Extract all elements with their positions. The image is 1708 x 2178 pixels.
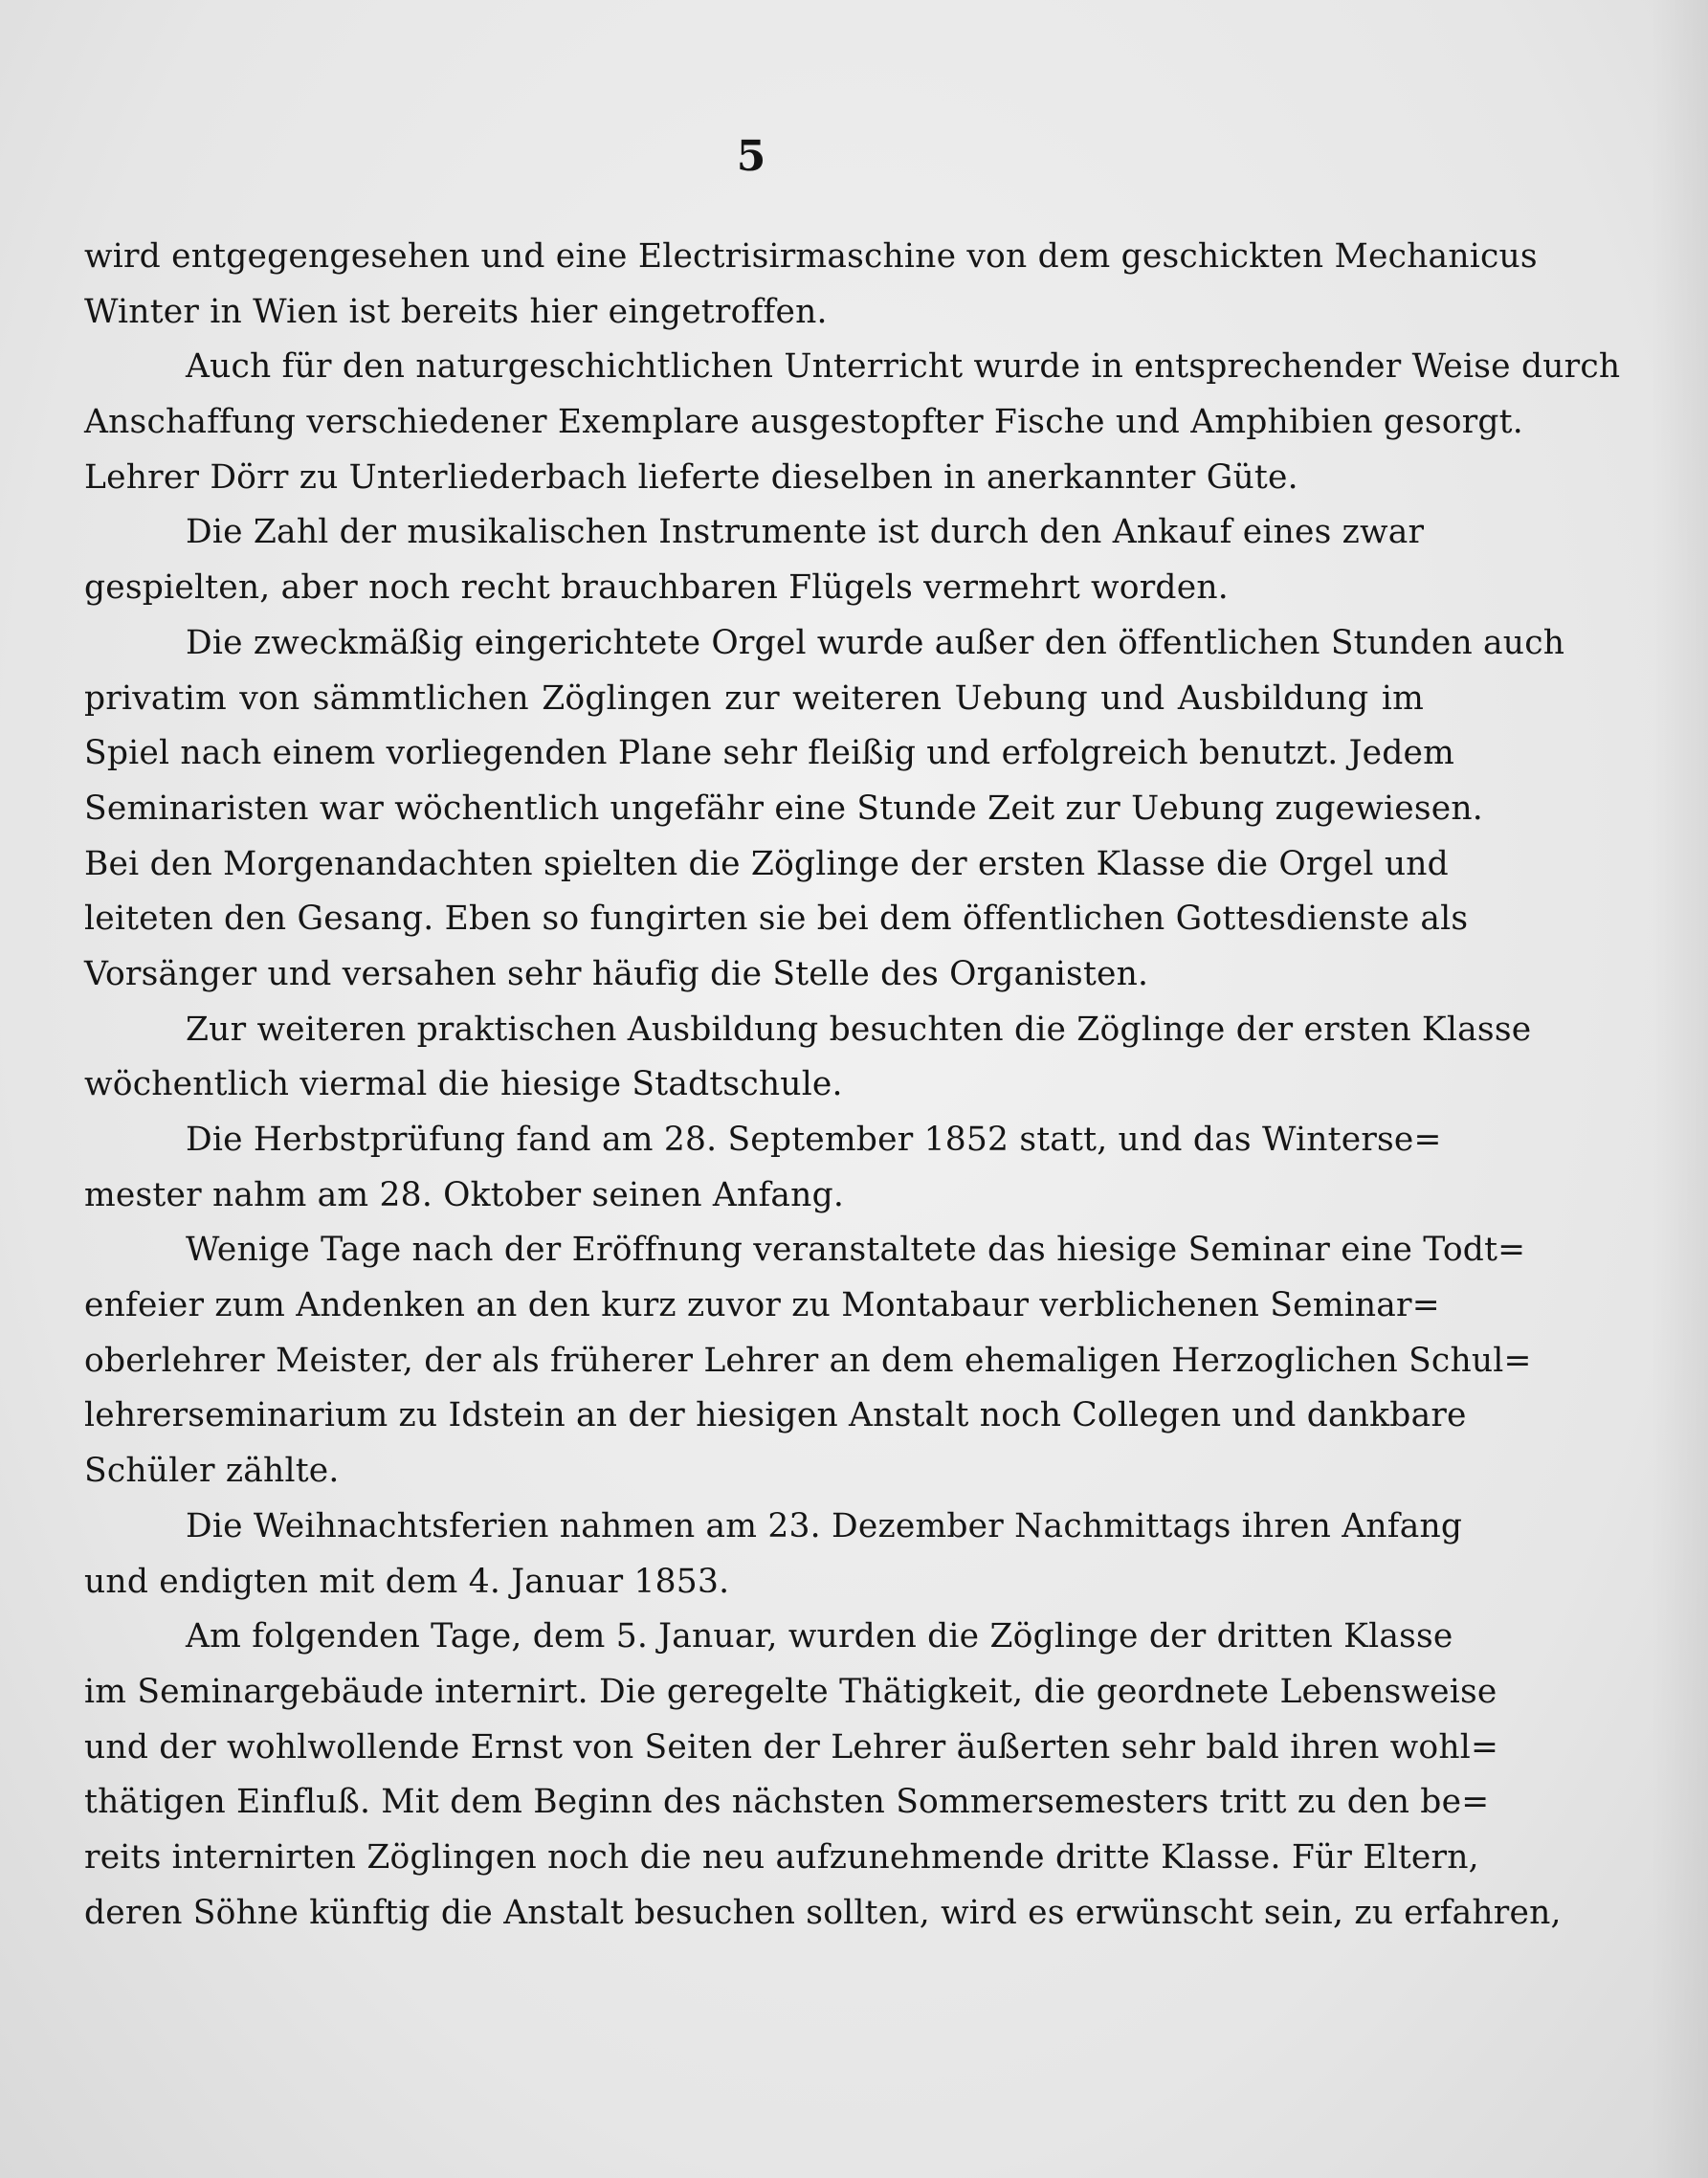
page-edge-shadow [1651,0,1708,2178]
text-line: Die Zahl der musikalischen Instrumente ist durch den Ankauf eines zwar [186,513,1425,552]
text-line: leiteten den Gesang. Eben so fungirten sie bei dem öffentlichen Gottesdienste als [84,900,1469,939]
text-line: thätigen Einfluß. Mit dem Beginn des nächsten Sommersemesters tritt zu den be= [84,1783,1490,1822]
body-text [84,230,1621,1941]
text-line: oberlehrer Meister, der als früherer Lehrer an dem ehemaligen Herzoglichen Schul= [84,1341,1532,1380]
text-line: Am folgenden Tage, dem 5. Januar, wurden die Zöglinge der dritten Klasse [186,1617,1453,1656]
text-line: Die Weihnachtsferien nahmen am 23. Dezember Nachmittags ihren Anfang [186,1506,1463,1545]
text-line: gespielten, aber noch recht brauchbaren Flügels vermehrt worden. [84,568,1229,608]
text-line: und endigten mit dem 4. Januar 1853. [84,1562,730,1601]
text-line: Auch für den naturgeschichtlichen Unterricht wurde in entsprechender Weise durch [186,347,1621,387]
text-line: Wenige Tage nach der Eröffnung veranstaltete das hiesige Seminar eine Todt= [186,1231,1526,1270]
text-line: Die Herbstprüfung fand am 28. September 1852 statt, und das Winterse= [186,1121,1442,1159]
text-line: wöchentlich viermal die hiesige Stadtschule. [84,1065,843,1104]
text-line: Schüler zählte. [84,1452,340,1491]
text-line: enfeier zum Andenken an den kurz zuvor zu Montabaur verblichenen Seminar= [84,1286,1440,1325]
text-line: wird entgegengesehen und eine Electrisirmaschine von dem geschickten Mechanicus [84,237,1538,276]
text-line: privatim von sämmtlichen Zöglingen zur weiteren Uebung und Ausbildung im [84,678,1424,718]
text-line: Vorsänger und versahen sehr häufig die Stelle des Organisten. [84,954,1149,993]
text-line: Seminaristen war wöchentlich ungefähr eine Stunde Zeit zur Uebung zugewiesen. [84,789,1483,828]
text-line: reits internirten Zöglingen noch die neu aufzunehmende dritte Klasse. Für Eltern, [84,1837,1479,1877]
text-line: mester nahm am 28. Oktober seinen Anfang. [84,1175,845,1214]
text-line: lehrerseminarium zu Idstein an der hiesigen Anstalt noch Collegen und dankbare [84,1396,1467,1435]
text-line: im Seminargebäude internirt. Die geregelte Thätigkeit, die geordnete Lebensweise [84,1672,1497,1711]
text-line: Anschaffung verschiedener Exemplare ausgestopfter Fische und Amphibien gesorgt. [84,403,1523,442]
text-line: Bei den Morgenandachten spielten die Zöglinge der ersten Klasse die Orgel und [84,844,1449,883]
text-line: Lehrer Dörr zu Unterliederbach lieferte dieselben in anerkannter Güte. [84,457,1298,497]
text-line: Zur weiteren praktischen Ausbildung besuchten die Zöglinge der ersten Klasse [186,1010,1532,1049]
text-line: Die zweckmäßig eingerichtete Orgel wurde außer den öffentlichen Stunden auch [186,623,1565,662]
text-line: und der wohlwollende Ernst von Seiten der Lehrer äußerten sehr bald ihren wohl= [84,1727,1499,1767]
text-line: Spiel nach einem vorliegenden Plane sehr fleißig und erfolgreich benutzt. Jedem [84,734,1455,773]
text-line: deren Söhne künftig die Anstalt besuchen sollten, wird es erwünscht sein, zu erfahren, [84,1893,1562,1932]
page-number: 5 [736,132,766,181]
text-line: Winter in Wien ist bereits hier eingetroffen. [84,292,828,331]
